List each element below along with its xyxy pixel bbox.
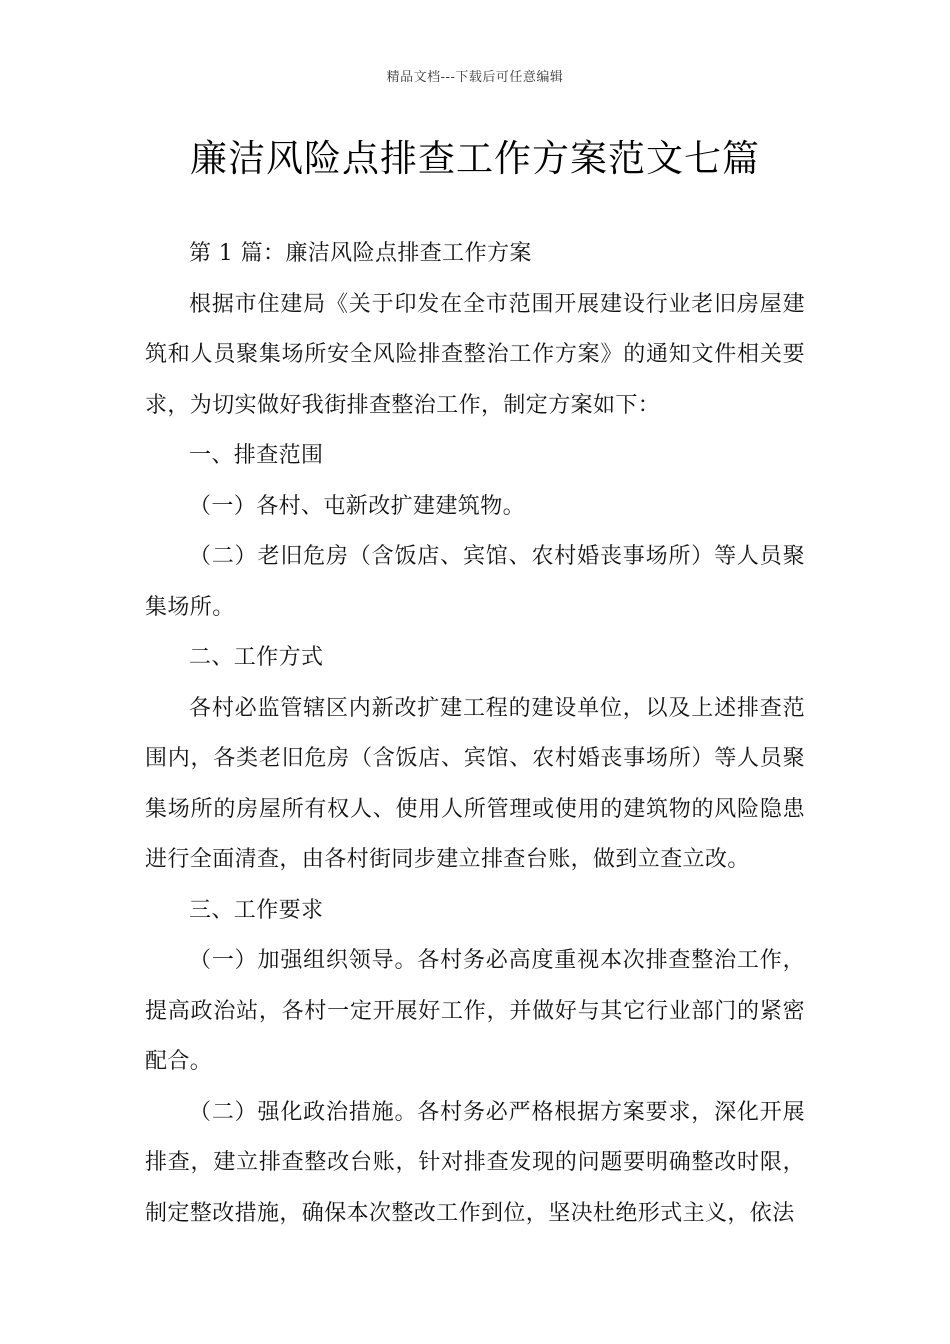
section-heading: 二、工作方式 [189, 645, 324, 670]
section-heading: 第 1 篇：廉洁风险点排查工作方案 [189, 241, 532, 266]
section-heading: 三、工作要求 [189, 897, 324, 923]
list-item: （二）老旧危房（含饭店、宾馆、农村婚丧事场所）等人员聚集场所。 [145, 544, 805, 620]
section-heading: 一、排查范围 [189, 443, 324, 468]
page-header: 精品文档---下载后可任意编辑 [386, 70, 564, 85]
document-title: 廉洁风险点排查工作方案范文七篇 [190, 137, 760, 180]
document-body [145, 229, 805, 1239]
list-item: （二）强化政治措施。各村务必严格根据方案要求，深化开展排查，建立排查整改台账，针对排查发现的问题要明确整改时限，制定整改措施，确保本次整改工作到位，坚决杜绝形式主义，依法 [145, 1099, 805, 1226]
list-item: （一）加强组织领导。各村务必高度重视本次排查整治工作，提高政治站，各村一定开展好工作，并做好与其它行业部门的紧密配合。 [145, 948, 805, 1074]
paragraph: 根据市住建局《关于印发在全市范围开展建设行业老旧房屋建筑和人员聚集场所安全风险排查整治工作方案》的通知文件相关要求，为切实做好我街排查整治工作，制定方案如下： [145, 291, 805, 418]
paragraph: 各村必监管辖区内新改扩建工程的建设单位，以及上述排查范围内，各类老旧危房（含饭店、宾馆、农村婚丧事场所）等人员聚集场所的房屋所有权人、使用人所管理或使用的建筑物的风险隐患进行全面清查，由各村街同步建立排查台账，做到立查立改。 [145, 695, 805, 872]
list-item: （一）各村、屯新改扩建建筑物。 [189, 493, 526, 519]
